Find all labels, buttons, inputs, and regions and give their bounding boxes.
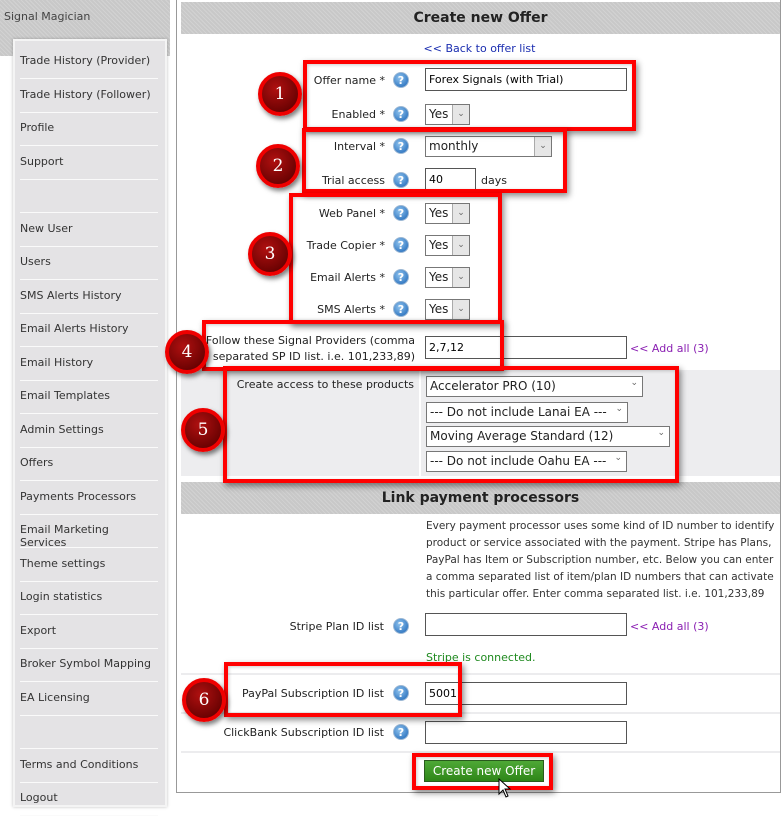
paypal-label: PayPal Subscription ID list bbox=[241, 687, 384, 700]
sidebar-item-admin-settings[interactable]: Admin Settings bbox=[20, 415, 158, 448]
column-divider bbox=[419, 370, 421, 476]
brand-name: Signal Magician bbox=[4, 10, 91, 23]
sms-alerts-select[interactable] bbox=[425, 299, 470, 320]
sidebar-item-ea-licensing[interactable]: EA Licensing bbox=[20, 683, 158, 716]
annotation-badge-2: 2 bbox=[256, 144, 300, 188]
product-select-3[interactable] bbox=[426, 426, 670, 447]
payments-section-title: Link payment processors bbox=[181, 482, 780, 514]
page-title: Create new Offer bbox=[181, 2, 780, 34]
divider bbox=[181, 751, 780, 753]
sidebar-spacer bbox=[20, 716, 158, 749]
trade-copier-label: Trade Copier * bbox=[306, 239, 385, 252]
interval-label: Interval * bbox=[333, 140, 385, 153]
trade-copier-select[interactable] bbox=[425, 235, 470, 256]
annotation-badge-3: 3 bbox=[248, 232, 292, 276]
help-icon[interactable]: ? bbox=[393, 106, 409, 122]
create-offer-button[interactable]: Create new Offer bbox=[424, 760, 544, 782]
chevron-down-icon: ⌄ bbox=[452, 268, 469, 287]
help-icon[interactable]: ? bbox=[393, 72, 409, 88]
chevron-down-icon: ⌄ bbox=[614, 453, 622, 463]
trial-access-label: Trial access bbox=[321, 174, 385, 187]
providers-input[interactable] bbox=[425, 336, 627, 359]
providers-label bbox=[197, 333, 415, 365]
chevron-down-icon: ⌄ bbox=[452, 236, 469, 255]
annotation-badge-4: 4 bbox=[165, 330, 209, 374]
sidebar-item-new-user[interactable]: New User bbox=[20, 214, 158, 247]
email-alerts-select[interactable] bbox=[425, 267, 470, 288]
sidebar-item-offers[interactable]: Offers bbox=[20, 448, 158, 481]
product-select-value: --- Do not include Oahu EA --- bbox=[430, 454, 607, 468]
sidebar-item-theme-settings[interactable]: Theme settings bbox=[20, 549, 158, 582]
sidebar-item-email-marketing-services[interactable]: Email Marketing Services bbox=[20, 515, 158, 548]
sidebar-item-users[interactable]: Users bbox=[20, 247, 158, 280]
sidebar-spacer bbox=[20, 180, 158, 213]
product-select-value: Moving Average Standard (12) bbox=[430, 429, 614, 443]
stripe-plan-input[interactable] bbox=[425, 613, 627, 636]
chevron-down-icon: ⌄ bbox=[630, 378, 638, 388]
interval-select[interactable] bbox=[425, 136, 552, 157]
paypal-id-input[interactable] bbox=[425, 682, 627, 705]
help-icon[interactable]: ? bbox=[393, 618, 409, 634]
web-panel-value: Yes bbox=[429, 206, 449, 220]
annotation-badge-1: 1 bbox=[258, 72, 302, 116]
interval-value: monthly bbox=[429, 139, 479, 153]
sidebar-nav bbox=[13, 39, 167, 807]
offer-name-input[interactable] bbox=[425, 68, 627, 91]
offer-name-label: Offer name * bbox=[313, 74, 385, 87]
payments-description: Every payment processor uses some kind of ID number to identify product or service associated with the payment. Stripe has Plans, PayPal has Item or Subscription number, etc. Below you can enter a comma separated list of item/plan ID numbers that can activate this particular offer. Enter comma separated list. i.e. 101,233,89 bbox=[426, 520, 775, 600]
sidebar-item-export[interactable]: Export bbox=[20, 616, 158, 649]
sidebar-item-broker-symbol-mapping[interactable]: Broker Symbol Mapping bbox=[20, 649, 158, 682]
chevron-down-icon: ⌄ bbox=[657, 428, 665, 438]
chevron-down-icon: ⌄ bbox=[452, 204, 469, 223]
chevron-down-icon: ⌄ bbox=[615, 404, 623, 414]
product-select-4[interactable] bbox=[426, 451, 627, 472]
help-icon[interactable]: ? bbox=[393, 724, 409, 740]
product-select-2[interactable] bbox=[426, 402, 628, 423]
stripe-status: Stripe is connected. bbox=[426, 651, 536, 664]
chevron-down-icon: ⌄ bbox=[452, 105, 469, 124]
sidebar-item-email-history[interactable]: Email History bbox=[20, 348, 158, 381]
sidebar-item-profile[interactable]: Profile bbox=[20, 113, 158, 146]
product-select-value: Accelerator PRO (10) bbox=[430, 379, 556, 393]
chevron-down-icon: ⌄ bbox=[452, 300, 469, 319]
sidebar-item-logout[interactable]: Logout bbox=[20, 783, 158, 816]
trial-days-unit: days bbox=[481, 174, 507, 187]
sidebar-item-sms-alerts-history[interactable]: SMS Alerts History bbox=[20, 281, 158, 314]
help-icon[interactable]: ? bbox=[393, 301, 409, 317]
providers-label-line1: Follow these Signal Providers (comma bbox=[205, 334, 415, 347]
help-icon[interactable]: ? bbox=[393, 269, 409, 285]
divider bbox=[181, 673, 780, 675]
enabled-select[interactable] bbox=[425, 104, 470, 125]
sidebar-item-trade-history-provider[interactable]: Trade History (Provider) bbox=[20, 46, 158, 79]
trade-copier-value: Yes bbox=[429, 238, 449, 252]
enabled-value: Yes bbox=[429, 107, 449, 121]
sidebar-item-support[interactable]: Support bbox=[20, 147, 158, 180]
help-icon[interactable]: ? bbox=[393, 685, 409, 701]
web-panel-label: Web Panel * bbox=[318, 207, 385, 220]
web-panel-select[interactable] bbox=[425, 203, 470, 224]
providers-label-line2: separated SP ID list. i.e. 101,233,89) bbox=[212, 350, 415, 363]
help-icon[interactable]: ? bbox=[393, 138, 409, 154]
divider bbox=[181, 712, 780, 714]
annotation-badge-6: 6 bbox=[182, 678, 226, 722]
help-icon[interactable]: ? bbox=[393, 172, 409, 188]
enabled-label: Enabled * bbox=[331, 108, 385, 121]
create-offer-panel bbox=[176, 0, 781, 793]
sidebar-item-payments-processors[interactable]: Payments Processors bbox=[20, 482, 158, 515]
product-select-value: --- Do not include Lanai EA --- bbox=[430, 405, 607, 419]
product-select-1[interactable] bbox=[426, 376, 643, 397]
products-label: Create access to these products bbox=[236, 378, 414, 391]
trial-days-input[interactable] bbox=[425, 168, 476, 191]
clickbank-label: ClickBank Subscription ID list bbox=[223, 726, 384, 739]
sidebar-item-terms-and-conditions[interactable]: Terms and Conditions bbox=[20, 750, 158, 783]
add-all-stripe-link[interactable]: << Add all (3) bbox=[630, 620, 709, 633]
clickbank-id-input[interactable] bbox=[425, 721, 627, 744]
sidebar-item-trade-history-follower[interactable]: Trade History (Follower) bbox=[20, 80, 158, 113]
sms-alerts-value: Yes bbox=[429, 302, 449, 316]
add-all-providers-link[interactable]: << Add all (3) bbox=[630, 342, 709, 355]
chevron-down-icon: ⌄ bbox=[534, 137, 551, 156]
sms-alerts-label: SMS Alerts * bbox=[317, 303, 385, 316]
sidebar-item-email-templates[interactable]: Email Templates bbox=[20, 381, 158, 414]
email-alerts-value: Yes bbox=[429, 270, 449, 284]
email-alerts-label: Email Alerts * bbox=[310, 271, 385, 284]
mouse-cursor-icon bbox=[498, 778, 512, 798]
stripe-label: Stripe Plan ID list bbox=[289, 620, 384, 633]
back-to-offer-list-link[interactable]: << Back to offer list bbox=[423, 42, 536, 55]
help-icon[interactable]: ? bbox=[393, 205, 409, 221]
help-icon[interactable]: ? bbox=[393, 237, 409, 253]
sidebar-item-login-statistics[interactable]: Login statistics bbox=[20, 582, 158, 615]
annotation-badge-5: 5 bbox=[181, 408, 225, 452]
sidebar-item-email-alerts-history[interactable]: Email Alerts History bbox=[20, 314, 158, 347]
